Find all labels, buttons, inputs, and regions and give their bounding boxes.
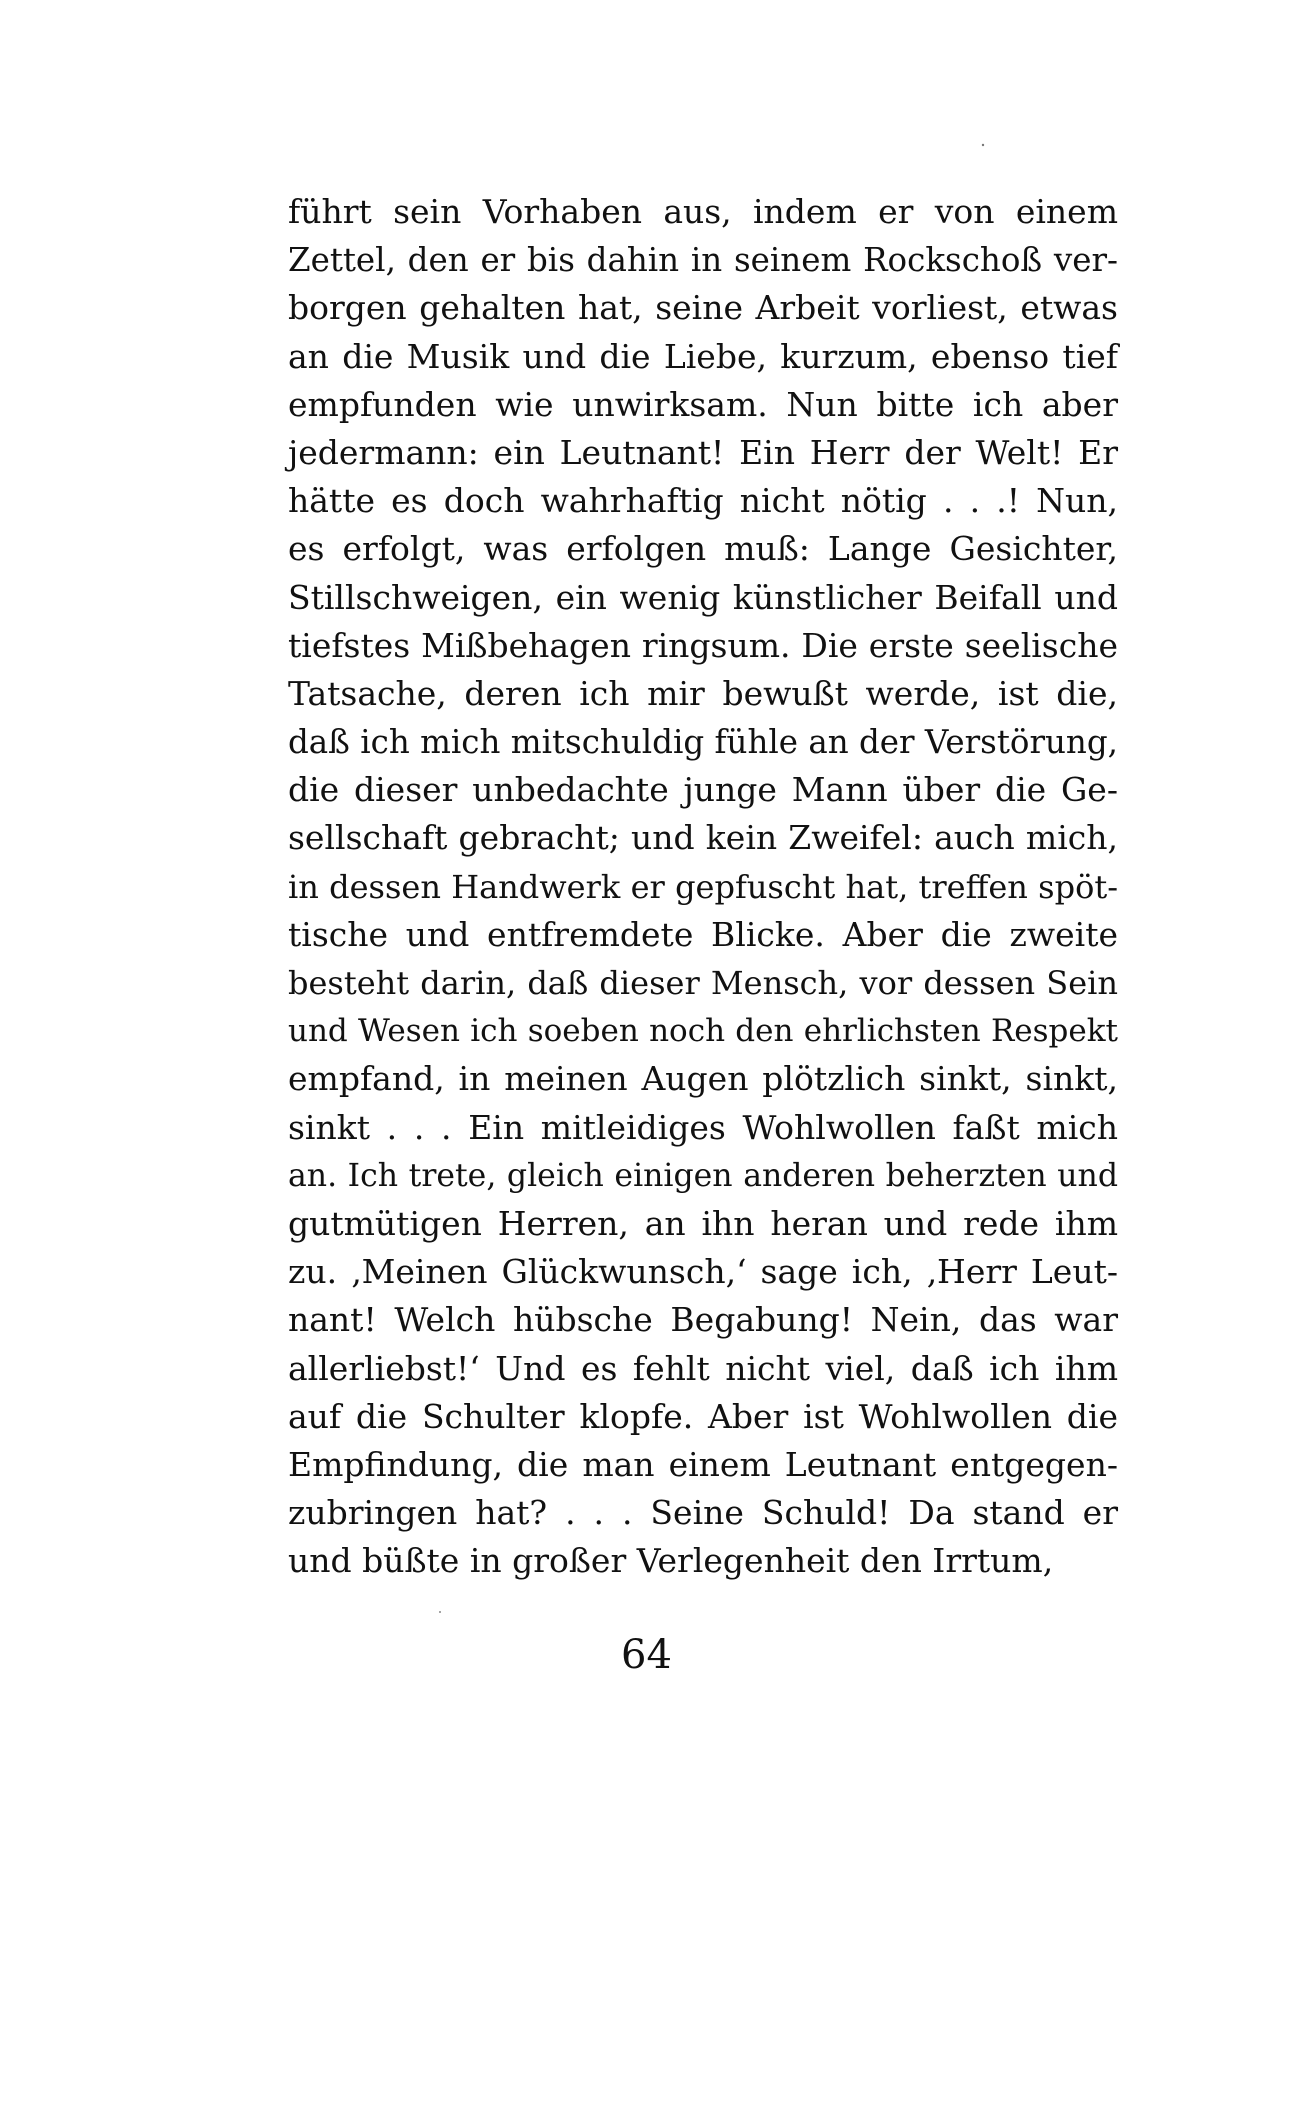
text-line: tiefstes Mißbehagen ringsum. Die erste seelische — [288, 625, 1118, 665]
text-line: zu. ‚Meinen Glückwunsch,‘ sage ich, ‚Herr Leut- — [288, 1252, 1118, 1292]
text-line: an die Musik und die Liebe, kurzum, ebenso tief — [288, 336, 1118, 376]
text-line: sinkt . . . Ein mitleidiges Wohlwollen faßt mich — [288, 1107, 1118, 1147]
text-line: Zettel, den er bis dahin in seinem Rockschoß ver- — [288, 241, 1118, 280]
text-line: sellschaft gebracht; und kein Zweifel: auch mich, — [288, 818, 1118, 858]
text-line: auf die Schulter klopfe. Aber ist Wohlwollen die — [288, 1396, 1118, 1436]
text-line: empfunden wie unwirksam. Nun bitte ich aber — [288, 384, 1118, 424]
speck — [439, 1611, 441, 1613]
text-line: allerliebst!‘ Und es fehlt nicht viel, daß ich ihm — [288, 1348, 1118, 1388]
speck — [982, 144, 984, 146]
text-line: zubringen hat? . . . Seine Schuld! Da stand er — [288, 1493, 1118, 1533]
body-text — [288, 188, 1118, 1585]
text-line: in dessen Handwerk er gepfuscht hat, treffen spöt- — [288, 867, 1118, 906]
text-line: Tatsache, deren ich mir bewußt werde, ist die, — [288, 673, 1118, 713]
text-line: an. Ich trete, gleich einigen anderen beherzten und — [288, 1157, 1118, 1194]
page-number: 64 — [621, 1632, 672, 1678]
text-line: jedermann: ein Leutnant! Ein Herr der Welt! Er — [288, 432, 1118, 472]
text-line: tische und entfremdete Blicke. Aber die zweite — [288, 914, 1118, 954]
text-line: borgen gehalten hat, seine Arbeit vorliest, etwas — [288, 288, 1118, 328]
text-line: empfand, in meinen Augen plötzlich sinkt, sinkt, — [288, 1059, 1118, 1099]
text-line: Stillschweigen, ein wenig künstlicher Beifall und — [288, 577, 1118, 617]
text-line: und büßte in großer Verlegenheit den Irrtum, — [288, 1541, 1054, 1581]
text-line: und Wesen ich soeben noch den ehrlichsten Respekt — [288, 1013, 1118, 1050]
text-line: gutmütigen Herren, an ihn heran und rede ihm — [288, 1203, 1118, 1243]
text-line: hätte es doch wahrhaftig nicht nötig . . .! Nun, — [288, 481, 1118, 521]
text-line: führt sein Vorhaben aus, indem er von einem — [288, 192, 1118, 231]
text-line: es erfolgt, was erfolgen muß: Lange Gesichter, — [288, 529, 1118, 569]
text-line: Empfindung, die man einem Leutnant entgegen- — [288, 1444, 1118, 1484]
text-line: daß ich mich mitschuldig fühle an der Verstörung, — [288, 723, 1118, 762]
text-line: nant! Welch hübsche Begabung! Nein, das war — [288, 1300, 1118, 1340]
text-line: die dieser unbedachte junge Mann über die Ge- — [288, 770, 1118, 810]
text-line: besteht darin, daß dieser Mensch, vor dessen Sein — [288, 964, 1118, 1002]
